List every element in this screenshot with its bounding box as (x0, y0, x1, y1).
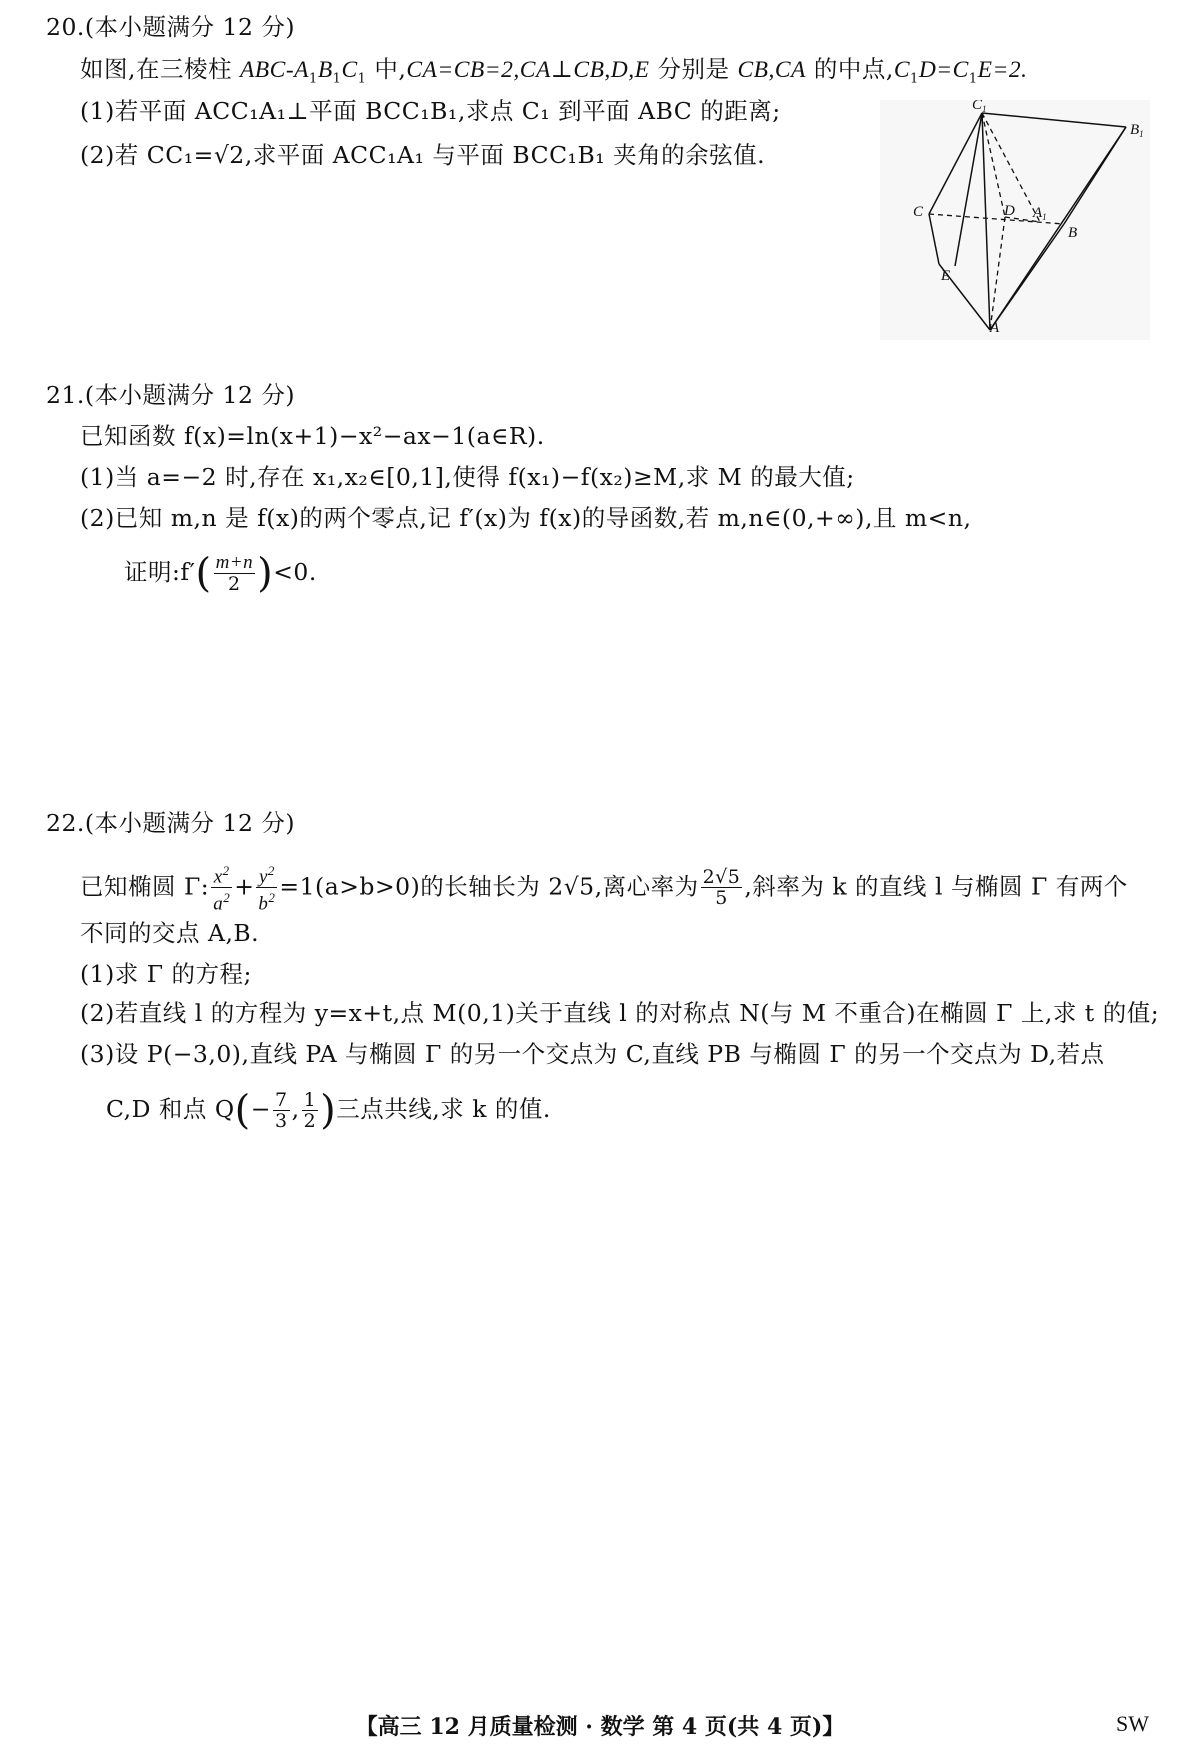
q20-part2: (2)若 CC₁=√2,求平面 ACC₁A₁ 与平面 BCC₁B₁ 夹角的余弦值. (80, 141, 766, 169)
q22-stem-cont: 不同的交点 A,B. (80, 919, 260, 947)
q20-stem: 如图,在三棱柱 ABC-$A_1B_1C_1$ 中,CA=CB=2,CA⊥CB,D,E 分别是 CB,CA 的中点$,C_1D=C_1E=2$. (80, 55, 1028, 87)
q21-part3: 证明:f′( $\frac{m+n}{2}$ )<0. (124, 550, 317, 597)
label-a1: $A_1$ (1033, 205, 1047, 222)
label-e: E (941, 268, 951, 284)
q21-part2: (2)已知 m,n 是 f(x)的两个零点,记 f′(x)为 f(x)的导函数,若 m,n∈(0,+∞),且 m<n, (80, 504, 972, 532)
q22-part1: (1)求 Γ 的方程; (80, 960, 252, 988)
prism-figure (880, 100, 1150, 340)
q22-stem: 已知椭圆 Γ: $\frac{x^2}{a^2}$ + $\frac{y^2}{b^2}$ =1(a>b>0)的长轴长为 2√5,离心率为 $\frac{2√5}{5}$ ,斜率为 k 的直线 l 与椭圆 Γ 有两个 (80, 863, 1128, 915)
label-b: B (1068, 225, 1078, 241)
label-b1: $B_1$ (1130, 122, 1144, 139)
footer-code: SW (1116, 1711, 1149, 1736)
q22-part3-cont: C,D 和点 Q(− $\frac{7}{3}$ , $\frac{1}{2}$ )三点共线,求 k 的值. (106, 1087, 551, 1134)
q21-header: 21.(本小题满分 12 分) (46, 381, 296, 409)
q21-part1: (1)当 a=−2 时,存在 x₁,x₂∈[0,1],使得 f(x₁)−f(x₂)≥M,求 M 的最大值; (80, 463, 855, 491)
q20-header: 20.(本小题满分 12 分) (46, 13, 296, 41)
q20-part1: (1)若平面 ACC₁A₁⊥平面 BCC₁B₁,求点 C₁ 到平面 ABC 的距离; (80, 97, 781, 125)
q22-part3: (3)设 P(−3,0),直线 PA 与椭圆 Γ 的另一个交点为 C,直线 PB 与椭圆 Γ 的另一个交点为 D,若点 (80, 1040, 1105, 1068)
figure-background (880, 100, 1150, 340)
q22-header: 22.(本小题满分 12 分) (46, 809, 296, 837)
label-d: D (1004, 203, 1015, 219)
q22-part2: (2)若直线 l 的方程为 y=x+t,点 M(0,1)关于直线 l 的对称点 N(与 M 不重合)在椭圆 Γ 上,求 t 的值; (80, 999, 1160, 1027)
label-a: A (990, 320, 1000, 336)
page-footer: 【高三 12 月质量检测 · 数学 第 4 页(共 4 页)】 (355, 1714, 845, 1740)
q21-stem: 已知函数 f(x)=ln(x+1)−x²−ax−1(a∈R). (80, 422, 545, 450)
label-c1: $C_1$ (972, 100, 987, 114)
label-c: C (913, 204, 924, 220)
